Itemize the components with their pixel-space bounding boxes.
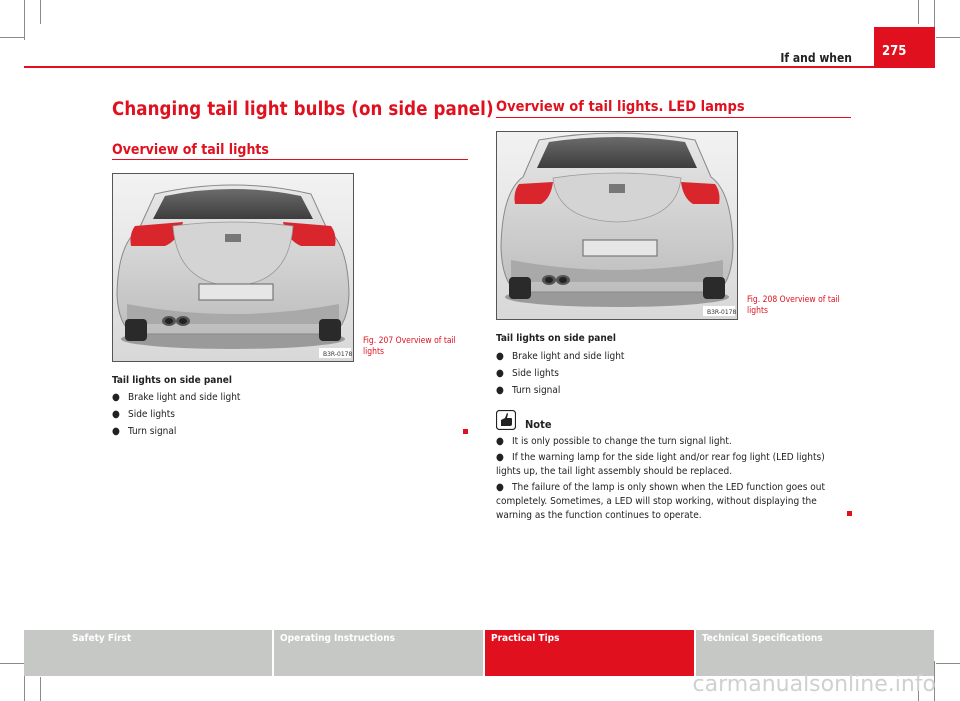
section-end-mark — [847, 511, 852, 516]
page-number: 275 — [874, 27, 935, 68]
watermark: carmanualsonline.info — [692, 672, 936, 697]
list-item: ● Brake light and side light — [496, 351, 625, 362]
figure-207-image — [112, 173, 354, 362]
crop-mark — [0, 663, 24, 664]
footer-tab-label[interactable]: Technical Specifications — [702, 633, 823, 644]
list-item: ● Turn signal — [112, 426, 177, 437]
note-item: ● The failure of the lamp is only shown when the LED function goes out completely. Sometimes, a LED will stop working, without displaying the warning as the function continues to operate. — [496, 482, 825, 521]
figure-208-caption: Fig. 208 Overview of tail lights — [747, 295, 840, 316]
figure-code: B3R-0178 — [707, 309, 737, 316]
figure-207-caption: Fig. 207 Overview of tail lights — [363, 336, 456, 357]
footer-tab-label[interactable]: Operating Instructions — [280, 633, 395, 644]
list-item: ● Side lights — [112, 409, 175, 420]
figure-208-image — [496, 131, 738, 320]
section-heading-left: Overview of tail lights — [112, 142, 269, 158]
section-underline — [112, 159, 468, 160]
page-title: Changing tail light bulbs (on side panel) — [112, 99, 494, 120]
section-end-mark — [463, 429, 468, 434]
list-item: ● Side lights — [496, 368, 559, 379]
note-icon — [496, 410, 516, 430]
footer-tab-label[interactable]: Practical Tips — [491, 633, 560, 644]
list-item: ● Turn signal — [496, 385, 561, 396]
header-rule — [24, 66, 934, 68]
crop-mark — [918, 0, 919, 24]
subheading-right: Tail lights on side panel — [496, 333, 616, 344]
crop-mark — [0, 37, 24, 38]
crop-mark — [40, 0, 41, 24]
footer-tab-label[interactable]: Safety First — [72, 633, 132, 644]
crop-mark — [40, 677, 41, 701]
crop-mark — [936, 37, 960, 38]
figure-code: B3R-0178 — [323, 351, 353, 358]
note-item: ● If the warning lamp for the side light and/or rear fog light (LED lights) lights up, the tail light assembly should be replaced. — [496, 452, 825, 477]
subheading-left: Tail lights on side panel — [112, 375, 232, 386]
section-heading-right: Overview of tail lights. LED lamps — [496, 99, 745, 115]
section-underline — [496, 117, 851, 118]
crop-mark — [936, 663, 960, 664]
list-item: ● Brake light and side light — [112, 392, 241, 403]
footer-tab-safety-first[interactable] — [24, 630, 272, 676]
chapter-title: If and when — [780, 51, 852, 65]
note-title: Note — [525, 418, 552, 431]
crop-mark — [24, 0, 25, 40]
note-item: ● It is only possible to change the turn signal light. — [496, 436, 732, 447]
